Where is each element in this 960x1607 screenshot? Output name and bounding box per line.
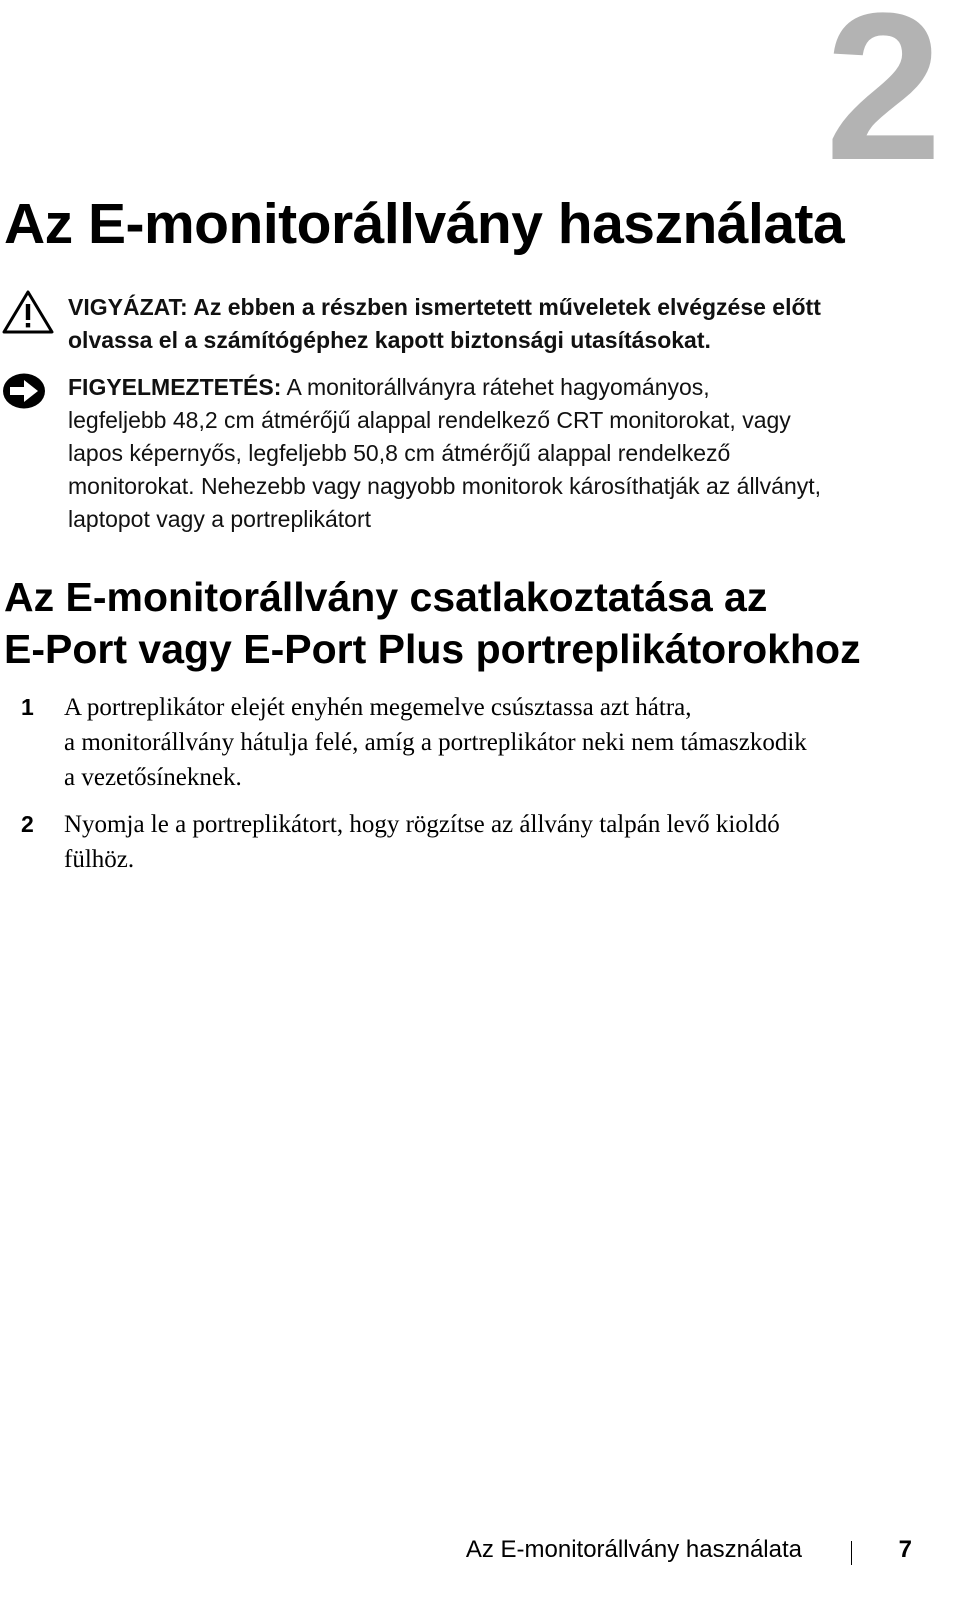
notice-text bbox=[68, 371, 948, 536]
caution-line-2: olvassa el a számítógéphez kapott biztonsági utasításokat. bbox=[68, 327, 711, 353]
step-1-line-1: A portreplikátor elejét enyhén megemelve csúsztassa azt hátra, bbox=[64, 694, 692, 721]
notice-line-2: legfeljebb 48,2 cm átmérőjű alappal rendelkező CRT monitorokat, vagy bbox=[68, 407, 791, 433]
step-text bbox=[64, 807, 944, 877]
footer-title: Az E-monitorállvány használata bbox=[465, 1536, 802, 1563]
page-number: 7 bbox=[898, 1536, 912, 1563]
notice-line-4: monitorokat. Nehezebb vagy nagyobb monitorok károsíthatják az állványt, bbox=[68, 473, 822, 499]
chapter-number: 2 bbox=[825, 0, 938, 204]
step-1-line-3: a vezetősíneknek. bbox=[64, 764, 242, 791]
caution-notice bbox=[0, 284, 960, 364]
section-title-line-2: E-Port vagy E-Port Plus portreplikátorokhoz bbox=[4, 626, 861, 672]
step-2-line-1: Nyomja le a portreplikátort, hogy rögzítse az állvány talpán levő kioldó bbox=[64, 811, 780, 838]
step-2 bbox=[0, 807, 960, 877]
chapter-title: Az E-monitorállvány használata bbox=[4, 192, 845, 256]
caution-label: VIGYÁZAT: bbox=[68, 294, 188, 320]
caution-line-1: Az ebben a részben ismertetett műveletek elvégzése előtt bbox=[193, 294, 821, 320]
notice-line-3: lapos képernyős, legfeljebb 50,8 cm átmérőjű alappal rendelkező bbox=[68, 440, 731, 466]
steps-list bbox=[0, 690, 960, 877]
section-title bbox=[4, 571, 861, 675]
notice-arrow-icon bbox=[2, 372, 46, 415]
warning-triangle-icon bbox=[2, 290, 54, 339]
page-footer bbox=[0, 1533, 960, 1573]
caution-text bbox=[68, 291, 948, 357]
notice-line-5: laptopot vagy a portreplikátort bbox=[68, 506, 372, 532]
step-1 bbox=[0, 690, 960, 795]
step-number: 2 bbox=[21, 811, 34, 837]
step-1-line-2: a monitorállvány hátulja felé, amíg a portreplikátor neki nem támaszkodik bbox=[64, 729, 807, 756]
step-number: 1 bbox=[21, 694, 34, 720]
footer-divider bbox=[851, 1541, 852, 1565]
step-text bbox=[64, 690, 944, 795]
notice-line-1: A monitorállványra rátehet hagyományos, bbox=[286, 374, 710, 400]
notice-block bbox=[0, 366, 960, 536]
step-2-line-2: fülhöz. bbox=[64, 846, 135, 873]
section-title-line-1: Az E-monitorállvány csatlakoztatása az bbox=[4, 574, 768, 620]
notice-label: FIGYELMEZTETÉS: bbox=[68, 374, 282, 400]
